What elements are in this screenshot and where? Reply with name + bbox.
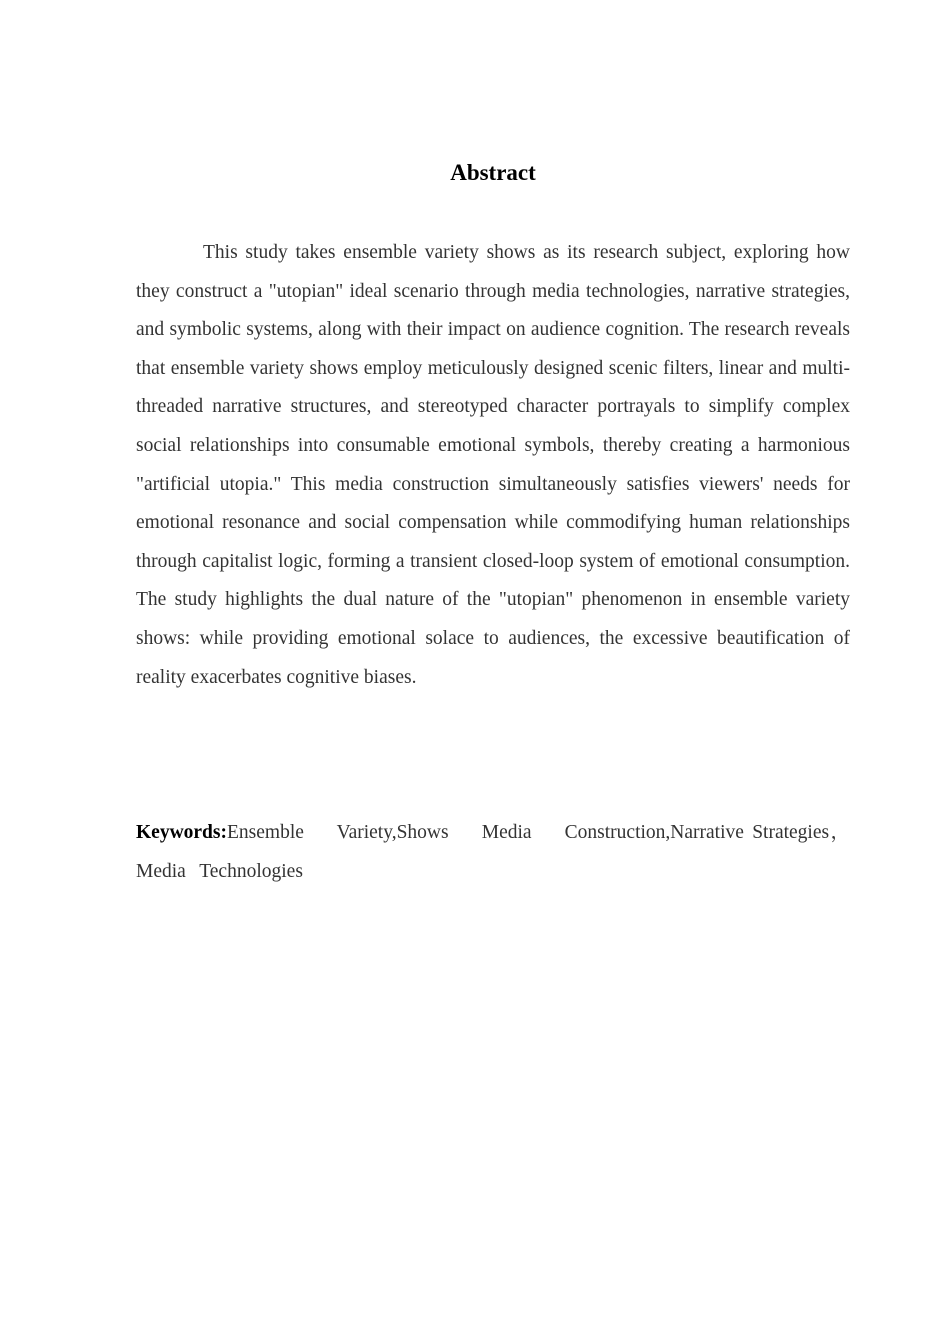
abstract-body: This study takes ensemble variety shows as its research subject, exploring how they construct a "utopian" ideal scenario through media technologies, narrative strategies, and symbolic systems, along with their impact on audience cognition. The research reveals that ensemble variety shows employ meticulously designed scenic filters, linear and multi-threaded narrative structures, and stereotyped character portrayals to simplify complex social relationships into consumable emotional symbols, thereby creating a harmonious "artificial utopia." This media construction simultaneously satisfies viewers' needs for emotional resonance and social compensation while commodifying human relationships through capitalist logic, forming a transient closed-loop system of emotional consumption. The study highlights the dual nature of the "utopian" phenomenon in ensemble variety shows: while providing emotional solace to audiences, the excessive beautification of reality exacerbates cognitive biases. bbox=[136, 242, 850, 688]
keywords-paragraph bbox=[136, 813, 850, 891]
abstract-title: Abstract bbox=[450, 160, 536, 185]
keywords-text: Ensemble Variety,Shows Media Construction,Narrative Strategies，Media Technologies bbox=[136, 822, 850, 882]
keywords-label: Keywords: bbox=[136, 822, 227, 843]
